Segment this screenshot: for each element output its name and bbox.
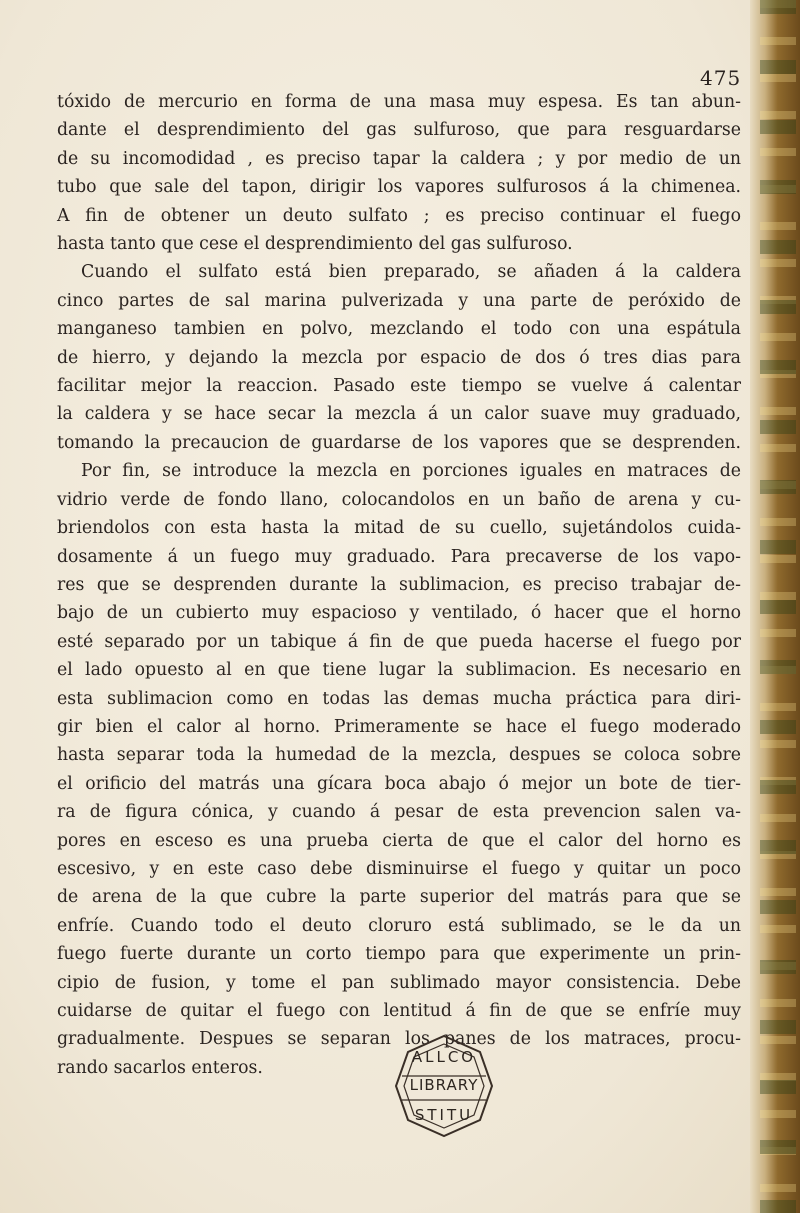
text-line: ra de figura cónica, y cuando á pesar de esta prevencion salen va- [57, 802, 741, 823]
text-line: Cuando el sulfato está bien preparado, se añaden á la caldera [81, 262, 741, 283]
text-line: tubo que sale del tapon, dirigir los vapores sulfurosos á la chimenea. [57, 177, 741, 198]
text-line: Por fin, se introduce la mezcla en porciones iguales en matraces de [81, 461, 741, 482]
text-line: el orificio del matrás una gícara boca abajo ó mejor un bote de tier- [57, 773, 741, 794]
text-line: dante el desprendimiento del gas sulfuroso, que para resguardarse [57, 120, 741, 141]
text-line: la caldera y se hace secar la mezcla á un calor suave muy graduado, [57, 404, 741, 425]
text-line: vidrio verde de fondo llano, colocandolos en un baño de arena y cu- [57, 489, 741, 510]
text-line: manganeso tambien en polvo, mezclando el todo con una espátula [57, 319, 741, 340]
text-line: gradualmente. Despues se separan los panes de los matraces, procu- [57, 1029, 741, 1050]
text-line: enfríe. Cuando todo el deuto cloruro está sublimado, se le da un [57, 915, 741, 936]
text-line: cipio de fusion, y tome el pan sublimado mayor consistencia. Debe [57, 972, 741, 993]
text-line: A fin de obtener un deuto sulfato ; es preciso continuar el fuego [57, 205, 741, 226]
text-line: cinco partes de sal marina pulverizada y una parte de peróxido de [57, 290, 741, 311]
stamp-library-text: LIBRARY [409, 1076, 479, 1094]
text-line: gir bien el calor al horno. Primeramente se hace el fuego moderado [57, 716, 741, 737]
text-line: cuidarse de quitar el fuego con lentitud á fin de que se enfríe muy [57, 1001, 741, 1021]
text-line: rando sacarlos enteros. [57, 1057, 263, 1078]
page-edge-texture [760, 0, 796, 1213]
stamp-top-text: ALLCO [411, 1048, 477, 1066]
text-line: hasta separar toda la humedad de la mezcla, despues se coloca sobre [57, 745, 741, 766]
page-number: 475 [700, 66, 742, 90]
text-line: de hierro, y dejando la mezcla por espacio de dos ó tres dias para [57, 347, 741, 368]
library-stamp [388, 1030, 500, 1142]
text-line: escesivo, y en este caso debe disminuirse el fuego y quitar un poco [57, 858, 741, 879]
body-text [57, 88, 741, 1082]
text-line: hasta tanto que cese el desprendimiento del gas sulfuroso. [57, 234, 573, 255]
text-line: el lado opuesto al en que tiene lugar la sublimacion. Es necesario en [57, 660, 741, 681]
text-line: facilitar mejor la reaccion. Pasado este tiempo se vuelve á calentar [57, 376, 741, 397]
text-line: de arena de la que cubre la parte superior del matrás para que se [57, 887, 741, 908]
text-line: de su incomodidad , es preciso tapar la caldera ; y por medio de un [57, 148, 741, 169]
text-line: esta sublimacion como en todas las demas mucha práctica para diri- [57, 688, 741, 709]
text-line: fuego fuerte durante un corto tiempo para que experimente un prin- [57, 944, 741, 965]
text-line: tóxido de mercurio en forma de una masa muy espesa. Es tan abun- [57, 92, 741, 112]
text-line: res que se desprenden durante la sublimacion, es preciso trabajar de- [57, 574, 741, 595]
text-line: esté separado por un tabique á fin de que pueda hacerse el fuego por [57, 631, 741, 652]
stamp-bottom-text: STITU [414, 1106, 474, 1124]
text-line: pores en esceso es una prueba cierta de que el calor del horno es [57, 830, 741, 851]
text-line: briendolos con esta hasta la mitad de su cuello, sujetándolos cuida- [57, 518, 741, 539]
text-line: dosamente á un fuego muy graduado. Para precaverse de los vapo- [57, 546, 741, 567]
text-line: tomando la precaucion de guardarse de los vapores que se desprenden. [57, 432, 741, 453]
text-line: bajo de un cubierto muy espacioso y ventilado, ó hacer que el horno [57, 603, 741, 624]
